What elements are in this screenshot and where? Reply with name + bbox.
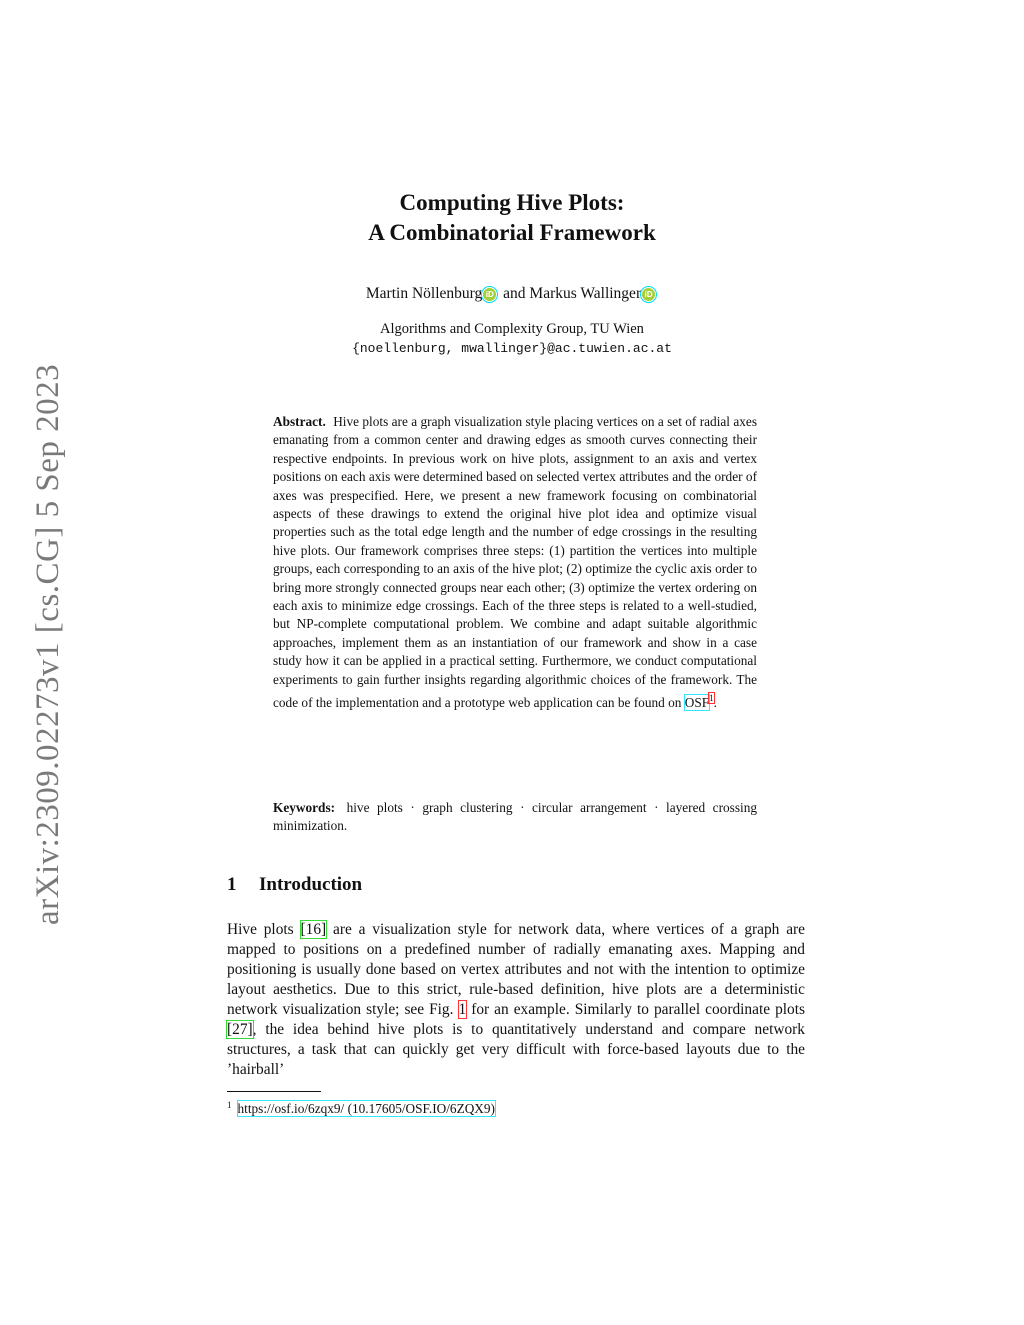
abstract-label: Abstract.	[273, 414, 326, 429]
citation-link[interactable]: [27]	[227, 1021, 253, 1038]
title-line-2: A Combinatorial Framework	[368, 220, 656, 245]
footnote-mark: 1	[227, 1100, 232, 1110]
institution: Algorithms and Complexity Group, TU Wien	[380, 321, 644, 337]
arxiv-identifier-stamp: arXiv:2309.02273v1 [cs.CG] 5 Sep 2023	[30, 363, 66, 925]
footnote-url-link[interactable]: https://osf.io/6zqx9/ (10.17605/OSF.IO/6ZQX9)	[237, 1101, 495, 1116]
figure-ref-link[interactable]: 1	[458, 1001, 467, 1018]
intro-text: Hive plots	[227, 921, 294, 938]
title-line-1: Computing Hive Plots:	[399, 190, 625, 215]
abstract-text: Hive plots are a graph visualization style placing vertices on a set of radial axes emanating from a common center and drawing edges as smooth curves connecting their respective endpoints. In previous work on hive plots, assignment to an axis and vertex positions on each axis were determined based on selected vertex attributes and the order of axes was prespecified. Here, we present a new framework focusing on combinatorial aspects of these drawings to extend the original hive plot idea and optimize visual properties such as the total edge length and the number of edge crossings in the resulting hive plots. Our framework comprises three steps: (1) partition the vertices into multiple groups, each corresponding to an axis of the hive plot; (2) optimize the cyclic axis order to bring more strongly connected groups near each other; (3) optimize the vertex ordering on each axis to minimize edge crossings. Each of the three steps is related to a well-studied, but NP-complete computational problem. We combine and adapt suitable algorithmic approaches, implement them as an instantiation of our framework and show in a case study how it can be applied in a practical setting. Furthermore, we conduct computational experiments to gain further insights regarding algorithmic choices of the framework. The code of the implementation and a prototype web application can be found on	[273, 414, 757, 711]
section-title: Introduction	[259, 874, 363, 895]
intro-text: for an example. Similarly to parallel coordinate plots	[471, 1001, 805, 1018]
keywords-text: hive plots · graph clustering · circular arrangement · layered crossing minimization.	[273, 800, 757, 834]
citation-link[interactable]: [16]	[300, 921, 327, 938]
section-heading	[227, 873, 362, 897]
author-list	[0, 284, 1024, 304]
keywords-label: Keywords:	[273, 800, 336, 815]
footnote-divider	[227, 1091, 321, 1092]
osf-link[interactable]: OSF	[684, 695, 710, 711]
intro-paragraph	[227, 920, 805, 1080]
footnote-ref[interactable]: 1	[709, 693, 714, 704]
abstract-end: .	[713, 695, 717, 711]
author-name: Martin Nöllenburg	[365, 285, 483, 302]
orcid-icon[interactable]: iD	[483, 288, 496, 301]
keywords	[273, 799, 757, 836]
section-number: 1	[227, 874, 237, 895]
intro-text: are a visualization style for network data, where vertices of a graph are mapped to positions on a predefined number of radially emanating axes. Mapping and positioning is usually done based on vertex attributes and not with the intention to optimize layout aesthetics. Due to this strict, rule-based definition, hive plots are a deterministic network visualization style; see Fig.	[227, 921, 805, 1018]
author-joiner: and	[503, 285, 526, 302]
footnote	[227, 1096, 495, 1118]
abstract	[273, 413, 757, 713]
author-name: Markus Wallinger	[529, 285, 642, 302]
intro-text: , the idea behind hive plots is to quantitatively understand and compare network structures, a task that can quickly get very difficult with force-based layouts due to the ’hairball’	[227, 1021, 805, 1078]
author-emails: {noellenburg, mwallinger}@ac.tuwien.ac.at	[352, 341, 672, 356]
paper-title	[0, 188, 1024, 248]
affiliation	[0, 320, 1024, 358]
orcid-icon[interactable]: iD	[642, 288, 655, 301]
